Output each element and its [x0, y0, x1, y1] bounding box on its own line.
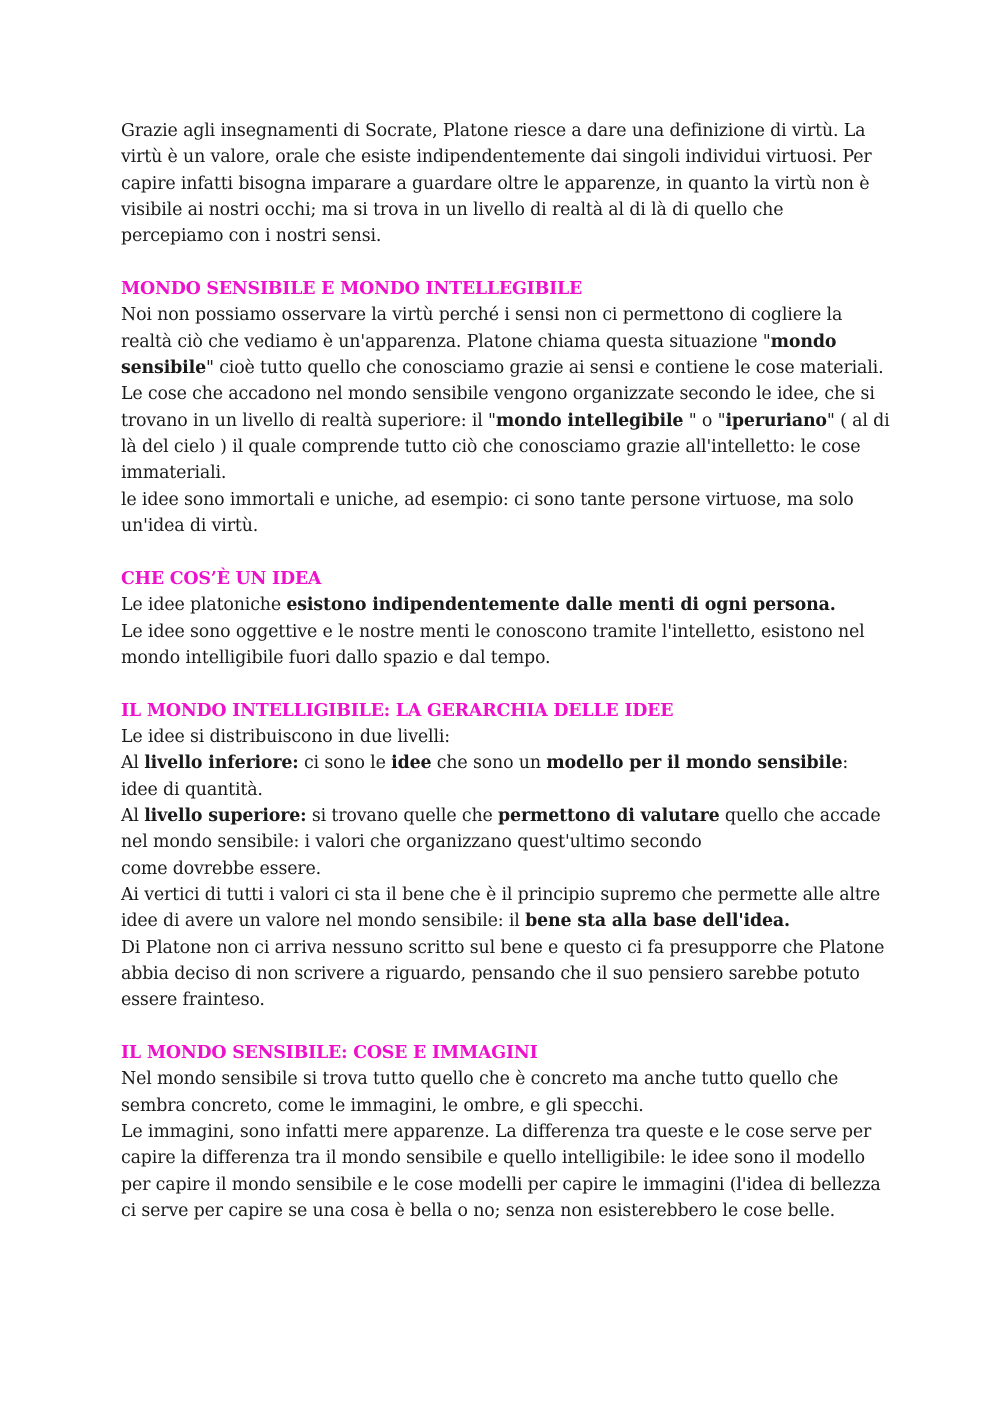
text-run: : [842, 753, 849, 774]
bold-phrase: bene sta alla base dell'idea. [525, 911, 790, 932]
text-run: Le idee platoniche [121, 595, 287, 616]
section3-paragraph-4b: come dovrebbe essere. [121, 858, 322, 879]
section3-paragraph-5 [121, 882, 891, 935]
document-page [121, 118, 891, 1224]
section2-paragraph-1 [121, 592, 891, 618]
spacer [121, 540, 891, 566]
bold-term-mondo-intellegibile: mondo intellegibile [495, 410, 684, 431]
bold-term-mondo-sensibile: mondo sensibile [121, 331, 837, 379]
bold-term-modello: modello per il mondo sensibile [546, 753, 843, 774]
section3-paragraph-6: Di Platone non ci arriva nessuno scritto sul bene e questo ci fa presupporre che Platone abbia deciso di non scrivere a riguardo, pensando che il suo pensiero sarebbe potuto essere frainteso. [121, 937, 885, 1011]
section3-paragraph-2 [121, 750, 891, 776]
bold-term-idee: idee [391, 753, 432, 774]
bold-phrase: esistono indipendentemente dalle menti di ogni persona. [286, 595, 836, 616]
spacer [121, 250, 891, 276]
text-run: Al [121, 753, 145, 774]
section3-paragraph-3: idee di quantità. [121, 779, 263, 800]
section-heading-mondo-sensibile-intellegibile: MONDO SENSIBILE E MONDO INTELLEGIBILE [121, 279, 583, 300]
text-run: si trovano quelle che [306, 805, 499, 826]
text-run: Al [121, 805, 145, 826]
text-run: che sono un [431, 753, 547, 774]
section3-paragraph-1: Le idee si distribuiscono in due livelli: [121, 726, 450, 747]
bold-term-permettono-di-valutare: permettono di valutare [498, 805, 720, 826]
bold-term-iperuriano: iperuriano [725, 410, 827, 431]
section3-paragraph-4 [121, 803, 891, 856]
section-heading-gerarchia-delle-idee: IL MONDO INTELLIGIBILE: LA GERARCHIA DELLE IDEE [121, 700, 674, 721]
section4-paragraph-1: Nel mondo sensibile si trova tutto quello che è concreto ma anche tutto quello che sembra concreto, come le immagini, le ombre, e gli specchi. [121, 1069, 839, 1116]
text-run: Noi non possiamo osservare la virtù perché i sensi non ci permettono di cogliere la realtà ciò che vediamo è un'apparenza. Platone chiama questa situazione " [121, 305, 843, 352]
text-run: Ai vertici di tutti i valori ci sta il bene che è il principio supremo che permette alle altre idee di avere un valore nel mondo sensibile: il [121, 884, 880, 932]
text-run: " o " [683, 410, 726, 431]
section4-paragraph-2: Le immagini, sono infatti mere apparenze. La differenza tra queste e le cose serve per capire la differenza tra il mondo sensibile e quello intelligibile: le idee sono il modello per capire il mondo sensibile e le cose modelli per capire le immagini (l'idea di bellezza ci serve per capire se una cosa è bella o no; senza non esisterebbero le cose belle. [121, 1122, 881, 1222]
text-run: " cioè tutto quello che conosciamo grazie ai sensi e contiene le cose materiali. Le cose che accadono nel mondo sensibile vengono organizzate secondo le idee, che si trovano in un livello di realtà superiore: il " [121, 358, 884, 431]
text-run: ci sono le [298, 753, 392, 774]
spacer [121, 671, 891, 697]
spacer [121, 1014, 891, 1040]
text-run: " ( al di là del cielo ) il quale comprende tutto ciò che conosciamo grazie all'intelletto: le cose immateriali. [121, 410, 890, 484]
section-heading-che-cos-e-un-idea: CHE COS’È UN IDEA [121, 568, 322, 589]
section1-paragraph-2: le idee sono immortali e uniche, ad esempio: ci sono tante persone virtuose, ma solo un'idea di virtù. [121, 489, 854, 537]
text-run: quello che accade nel mondo sensibile: i valori che organizzano quest'ultimo secondo [121, 805, 881, 853]
bold-term-livello-superiore: livello superiore: [144, 805, 307, 826]
section1-paragraph-1 [121, 302, 891, 486]
intro-paragraph: Grazie agli insegnamenti di Socrate, Platone riesce a dare una definizione di virtù. La virtù è un valore, orale che esiste indipendentemente dai singoli individui virtuosi. Per capire infatti bisogna imparare a guardare oltre le apparenze, in quanto la virtù non è visibile ai nostri occhi; ma si trova in un livello di realtà al di là di quello che percepiamo con i nostri sensi. [121, 121, 872, 247]
bold-term-livello-inferiore: livello inferiore: [144, 753, 299, 774]
section2-paragraph-2: Le idee sono oggettive e le nostre menti le conoscono tramite l'intelletto, esistono nel mondo intelligibile fuori dallo spazio e dal tempo. [121, 621, 865, 668]
section-heading-cose-e-immagini: IL MONDO SENSIBILE: COSE E IMMAGINI [121, 1043, 538, 1064]
